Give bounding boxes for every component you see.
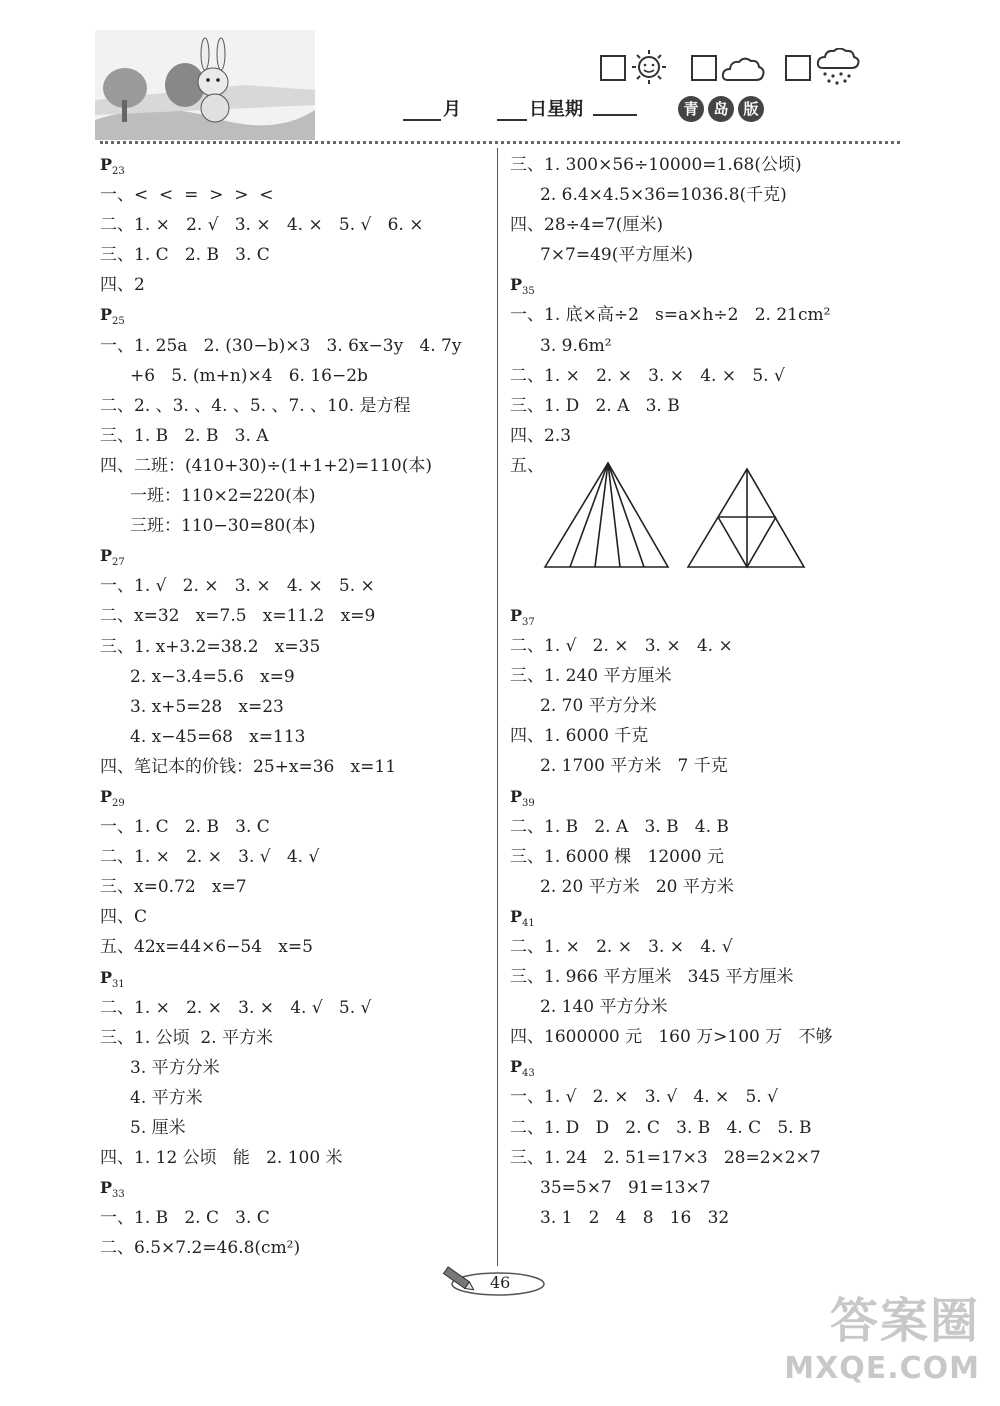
edition-char-3: 版 (738, 96, 764, 122)
page-ref-number: 37 (522, 617, 535, 629)
answer-line: 五、 (510, 455, 544, 476)
page-ref-heading (100, 541, 490, 571)
answer-line: 一、< < = > > < (100, 185, 274, 206)
answer-line: 3. 平方分米 (130, 1057, 220, 1078)
triangle-figure-answer (510, 451, 900, 601)
page-ref-letter: P (100, 305, 113, 325)
answer-line: 三、1. C 2. B 3. C (100, 245, 270, 266)
rain-icon (815, 48, 861, 86)
page-ref-heading (100, 300, 490, 330)
answer-line: 2. 70 平方分米 (540, 696, 657, 717)
rabbit-banner-illustration (95, 30, 315, 140)
page-ref-number: 41 (522, 918, 535, 930)
answer-line: 3. 9.6m² (540, 335, 612, 356)
page-ref-heading (510, 601, 900, 631)
answer-line: 35=5×7 91=13×7 (540, 1177, 711, 1198)
divided-triangles-diagram (540, 459, 810, 571)
answer-line: 2. 6.4×4.5×36=1036.8(千克) (540, 185, 787, 206)
column-divider (497, 148, 498, 1266)
answer-line: 三、x=0.72 x=7 (100, 877, 247, 898)
answer-line: 一、1. √ 2. × 3. √ 4. × 5. √ (510, 1087, 778, 1108)
answer-line: 四、笔记本的价钱：25+x=36 x=11 (100, 756, 397, 777)
answer-line: 2. x−3.4=5.6 x=9 (130, 666, 295, 687)
page-ref-letter: P (510, 1057, 523, 1077)
left-answer-column (100, 150, 490, 1263)
page-ref-letter: P (100, 786, 113, 806)
page-ref-letter: P (100, 155, 113, 174)
answer-line: 一、1. 25a 2. (30−b)×3 3. 6x−3y 4. 7y (100, 335, 462, 356)
page-ref-heading (510, 270, 900, 300)
answer-line: 二、1. × 2. × 3. × 4. × 5. √ (510, 365, 785, 386)
edition-char-1: 青 (678, 96, 704, 122)
answer-line: 三、1. 240 平方厘米 (510, 666, 672, 687)
header-dotted-divider (100, 141, 900, 144)
weekday-blank (593, 95, 639, 116)
watermark-top: 答案圈 (829, 1293, 980, 1349)
page-ref-letter: P (100, 1178, 113, 1198)
answer-line: 四、二班：(410+30)÷(1+1+2)=110(本) (100, 455, 432, 476)
day-weekday-field: 日星期 (497, 95, 585, 121)
answer-line: 7×7=49(平方厘米) (540, 245, 694, 266)
answer-line: 二、1. D D 2. C 3. B 4. C 5. B (510, 1117, 812, 1138)
weather-checkbox-rainy[interactable] (785, 55, 811, 81)
page-ref-letter: P (510, 275, 523, 295)
page-ref-number: 29 (112, 798, 125, 810)
answer-line: 四、1. 12 公顷 能 2. 100 米 (100, 1148, 343, 1169)
watermark-bottom: MXQE.COM (784, 1351, 980, 1386)
answer-line: 二、1. × 2. × 3. × 4. √ 5. √ (100, 997, 372, 1018)
sun-icon (630, 48, 668, 86)
answer-line: 三、1. 966 平方厘米 345 平方厘米 (510, 967, 794, 988)
answer-line: 二、1. × 2. × 3. × 4. √ (510, 936, 733, 957)
page-ref-letter: P (100, 967, 113, 987)
page-ref-number: 43 (522, 1068, 535, 1080)
answer-line: 四、2 (100, 275, 145, 296)
answer-line: 2. 140 平方分米 (540, 997, 668, 1018)
page-ref-heading (510, 902, 900, 932)
answer-line: 二、1. √ 2. × 3. × 4. × (510, 636, 733, 657)
answer-line: 三、1. 300×56÷10000=1.68(公顷) (510, 155, 802, 175)
answer-line: 四、1. 6000 千克 (510, 726, 649, 747)
page-ref-number: 35 (522, 286, 535, 298)
answer-line: 四、C (100, 907, 148, 928)
answer-line: 五、42x=44×6−54 x=5 (100, 937, 313, 958)
answer-line: 四、2.3 (510, 425, 572, 446)
answer-line: 三、1. D 2. A 3. B (510, 395, 680, 416)
answer-line: 3. 1 2 4 8 16 32 (540, 1207, 730, 1228)
page-ref-heading (100, 782, 490, 812)
answer-line: 四、28÷4=7(厘米) (510, 215, 664, 236)
answer-line: 三、1. 公顷 2. 平方米 (100, 1027, 274, 1048)
answer-line: 二、1. × 2. √ 3. × 4. × 5. √ 6. × (100, 215, 424, 236)
page-ref-letter: P (510, 786, 523, 806)
answer-line: 一、1. B 2. C 3. C (100, 1208, 270, 1229)
page-ref-heading (510, 782, 900, 812)
page-ref-number: 39 (522, 797, 535, 809)
answer-line: 二、2. 、3. 、4. 、5. 、7. 、10. 是方程 (100, 395, 411, 416)
answer-line: 二、6.5×7.2=46.8(cm²) (100, 1238, 301, 1259)
answer-line: 二、1. × 2. × 3. √ 4. √ (100, 847, 320, 868)
answer-line: 三班：110−30=80(本) (130, 516, 316, 537)
page-header (0, 0, 1000, 150)
page-ref-number: 31 (112, 978, 125, 990)
answer-line: 2. 20 平方米 20 平方米 (540, 876, 734, 897)
page-ref-number: 23 (112, 166, 125, 178)
answer-line: 一、1. √ 2. × 3. × 4. × 5. × (100, 576, 375, 597)
answer-line: 3. x+5=28 x=23 (130, 696, 284, 717)
answer-line: 三、1. 24 2. 51=17×3 28=2×2×7 (510, 1147, 821, 1168)
page-number: 46 (490, 1273, 511, 1292)
page-ref-letter: P (510, 605, 523, 625)
answer-line: 一、1. 底×高÷2 s=a×h÷2 2. 21cm² (510, 305, 831, 326)
answer-line: 一班：110×2=220(本) (130, 486, 316, 507)
edition-char-2: 岛 (708, 96, 734, 122)
page-ref-heading (510, 1052, 900, 1082)
answer-line: 二、x=32 x=7.5 x=11.2 x=9 (100, 606, 376, 627)
weather-checkbox-sunny[interactable] (600, 55, 626, 81)
weather-checkbox-cloudy[interactable] (691, 55, 717, 81)
edition-badge (678, 96, 768, 122)
answer-line: 三、1. 6000 棵 12000 元 (510, 846, 724, 867)
page-ref-heading (100, 963, 490, 993)
answer-line: 三、1. x+3.2=38.2 x=35 (100, 636, 321, 657)
page-ref-letter: P (100, 546, 113, 566)
page-ref-letter: P (510, 906, 523, 926)
answer-line: 5. 厘米 (130, 1118, 186, 1138)
answer-line: 4. 平方米 (130, 1087, 203, 1108)
answer-line: +6 5. (m+n)×4 6. 16−2b (130, 365, 368, 386)
month-field: 月 (403, 95, 461, 121)
answer-line: 四、1600000 元 160 万>100 万 不够 (510, 1027, 833, 1048)
page-ref-number: 27 (112, 557, 125, 569)
page-ref-heading (100, 1173, 490, 1203)
answer-line: 一、1. C 2. B 3. C (100, 817, 270, 838)
watermark (784, 1282, 980, 1386)
answer-line: 三、1. B 2. B 3. A (100, 425, 269, 446)
right-answer-column (510, 150, 900, 1233)
answer-line: 二、1. B 2. A 3. B 4. B (510, 816, 729, 837)
page-ref-number: 25 (112, 316, 125, 328)
answer-line: 4. x−45=68 x=113 (130, 726, 306, 747)
page-ref-heading (100, 150, 490, 180)
cloud-icon (720, 54, 766, 84)
page-ref-number: 33 (112, 1189, 125, 1201)
answer-line: 2. 1700 平方米 7 千克 (540, 756, 728, 777)
